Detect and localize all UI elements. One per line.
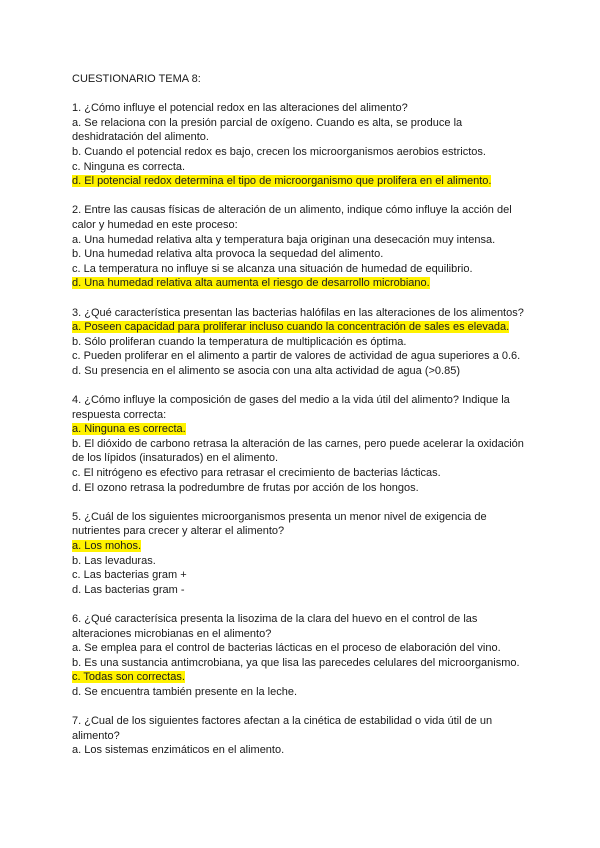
question-block <box>72 393 532 495</box>
question-text: 7. ¿Cual de los siguientes factores afectan a la cinética de estabilidad o vida útil de un alimento? <box>72 715 493 742</box>
answer-option <box>72 641 532 656</box>
answer-option-text: a. Ninguna es correcta. <box>72 423 186 436</box>
answer-option-text: a. Poseen capacidad para proliferar incluso cuando la concentración de sales es elevada. <box>72 321 510 334</box>
answer-option <box>72 437 532 466</box>
answer-option <box>72 466 532 481</box>
answer-option <box>72 364 532 379</box>
question-block <box>72 612 532 700</box>
answer-option-text: c. Pueden proliferar en el alimento a partir de valores de actividad de agua superiores a 0.6. <box>72 350 521 363</box>
answer-option-text: d. Se encuentra también presente en la leche. <box>72 685 298 698</box>
question-block <box>72 510 532 598</box>
answer-option <box>72 583 532 598</box>
answer-option-text: a. Los sistemas enzimáticos en el alimento. <box>72 744 285 757</box>
answer-option <box>72 685 532 700</box>
answer-option <box>72 335 532 350</box>
question-block <box>72 714 532 758</box>
answer-option-text: b. El dióxido de carbono retrasa la alteración de las carnes, pero puede acelerar la oxidación de los lípidos (insaturados) en el alimento. <box>72 437 524 465</box>
question-text: 2. Entre las causas físicas de alteración de un alimento, indique cómo influye la acción del calor y humedad en este proceso: <box>72 204 512 231</box>
answer-option-highlighted <box>72 422 532 437</box>
document-title: CUESTIONARIO TEMA 8: <box>72 73 201 85</box>
answer-option-text: b. Es una sustancia antimcrobiana, ya que lisa las parecedes celulares del microorganismo. <box>72 656 520 669</box>
answer-option-text: b. Sólo proliferan cuando la temperatura de multiplicación es óptima. <box>72 335 407 348</box>
answer-option-text: a. Se relaciona con la presión parcial de oxígeno. Cuando es alta, se produce la deshidratación del alimento. <box>72 116 463 144</box>
answer-option-text: b. Una humedad relativa alta provoca la sequedad del alimento. <box>72 248 384 261</box>
answer-option <box>72 554 532 569</box>
answer-option-text: c. Ninguna es correcta. <box>72 160 186 173</box>
answer-option-highlighted <box>72 174 532 189</box>
question-text: 6. ¿Qué caracterísica presenta la lisozima de la clara del huevo en el control de las alteraciones microbianas en el alimento? <box>72 612 478 640</box>
answer-option <box>72 233 532 248</box>
question-text: 5. ¿Cuál de los siguientes microorganismos presenta un menor nivel de exigencia de nutrientes para crecer y alterar el alimento? <box>72 510 487 538</box>
question-block <box>72 203 532 291</box>
answer-option-text: d. El ozono retrasa la podredumbre de frutas por acción de los hongos. <box>72 481 419 494</box>
question-list <box>72 101 532 758</box>
answer-option-text: d. Una humedad relativa alta aumenta el riesgo de desarrollo microbiano. <box>72 277 430 290</box>
answer-option <box>72 656 532 671</box>
answer-option-text: b. Cuando el potencial redox es bajo, crecen los microorganismos aerobios estrictos. <box>72 145 486 158</box>
question-text: 1. ¿Cómo influye el potencial redox en las alteraciones del alimento? <box>72 102 408 115</box>
answer-option-text: a. Los mohos. <box>72 540 142 552</box>
answer-option-text: d. Su presencia en el alimento se asocia con una alta actividad de agua (>0.85) <box>72 364 461 377</box>
answer-option <box>72 262 532 277</box>
question-block <box>72 306 532 379</box>
answer-option-text: c. El nitrógeno es efectivo para retrasar el crecimiento de bacterias lácticas. <box>72 467 441 480</box>
answer-option-text: d. El potencial redox determina el tipo de microorganismo que prolifera en el alimento. <box>72 175 492 188</box>
answer-option <box>72 743 532 758</box>
answer-option-text: c. Las bacterias gram + <box>72 569 187 582</box>
answer-option <box>72 568 532 583</box>
answer-option-text: a. Se emplea para el control de bacterias lácticas en el proceso de elaboración del vino. <box>72 642 501 655</box>
question-text: 3. ¿Qué característica presentan las bacterias halófilas en las alteraciones de los alimentos? <box>72 306 524 319</box>
answer-option-text: b. Las levaduras. <box>72 554 156 567</box>
answer-option-text: c. La temperatura no influye si se alcanza una situación de humedad de equilibrio. <box>72 262 473 275</box>
answer-option-highlighted <box>72 320 532 335</box>
answer-option <box>72 116 532 145</box>
answer-option-text: a. Una humedad relativa alta y temperatura baja originan una desecación muy intensa. <box>72 233 496 246</box>
answer-option <box>72 481 532 496</box>
answer-option <box>72 247 532 262</box>
answer-option-text: c. Todas son correctas. <box>72 671 185 684</box>
answer-option <box>72 160 532 175</box>
question-block <box>72 101 532 189</box>
answer-option-highlighted <box>72 670 532 685</box>
answer-option <box>72 145 532 160</box>
answer-option-highlighted <box>72 539 532 554</box>
answer-option-text: d. Las bacterias gram - <box>72 583 185 596</box>
question-text: 4. ¿Cómo influye la composición de gases del medio a la vida útil del alimento? Indique la respuesta correcta: <box>72 394 510 421</box>
answer-option-highlighted <box>72 276 532 291</box>
answer-option <box>72 349 532 364</box>
document-content <box>72 72 532 773</box>
